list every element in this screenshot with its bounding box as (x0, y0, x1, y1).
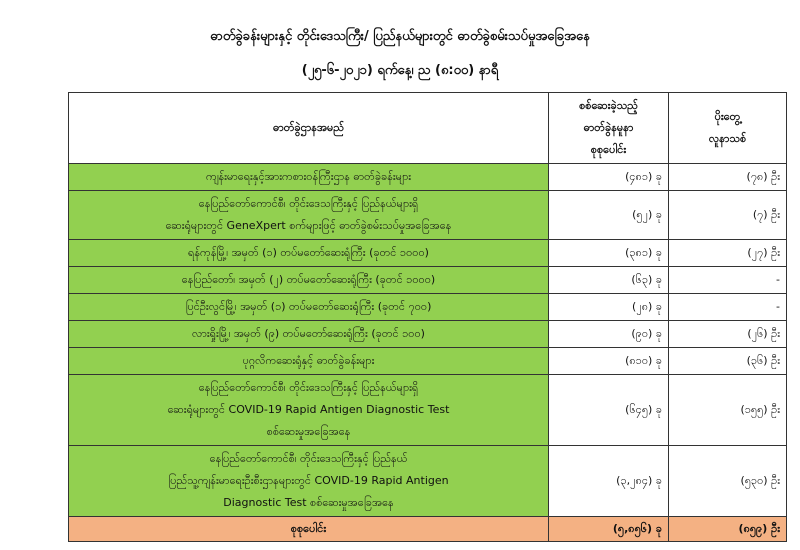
table-row (69, 267, 787, 294)
lab-name-line: နေပြည်တော်၊ အမှတ် (၂) တပ်မတော်ဆေးရုံကြီး (ခုတင် ၁၀၀၀) (181, 273, 436, 286)
header-tests-line: ဓာတ်ခွဲနမူနာ (583, 121, 634, 134)
tests-cell: (၄၈၁) ခု (549, 164, 669, 191)
positive-cell: - (669, 267, 787, 294)
header-positive-line: လူနာသစ် (708, 132, 747, 145)
lab-name-cell (69, 446, 549, 517)
header-tests (549, 93, 669, 164)
lab-name-line: ဆေးရုံများတွင် GeneXpert စက်များဖြင့် ဓာတ်ခွဲစမ်းသပ်မှုအခြေအနေ (165, 219, 452, 232)
lab-name-cell (69, 348, 549, 375)
lab-name-line: နေပြည်တော်ကောင်စီ၊ တိုင်းဒေသကြီးနှင့် ပြည်နယ် (209, 452, 408, 465)
header-tests-line: စုစုပေါင်း (590, 143, 627, 156)
lab-name-line: Diagnostic Test စစ်ဆေးမှုအခြေအနေ (223, 496, 394, 509)
total-tests: (၅,၈၅၆) ခု (549, 517, 669, 542)
tests-cell: (၆၄၅) ခု (549, 375, 669, 446)
lab-name-line: ပြင်ဦးလွင်မြို့၊ အမှတ် (၁) တပ်မတော်ဆေးရုံကြီး (ခုတင် ၇၀၀) (185, 300, 432, 313)
table-row (69, 294, 787, 321)
positive-cell: (၇) ဦး (669, 191, 787, 240)
positive-cell: (၂၆) ဦး (669, 321, 787, 348)
table-header-row (69, 93, 787, 164)
lab-name-cell (69, 321, 549, 348)
header-lab-name: ဓာတ်ခွဲဌာနအမည် (69, 93, 549, 164)
positive-cell: - (669, 294, 787, 321)
lab-name-cell (69, 375, 549, 446)
table-row (69, 321, 787, 348)
header-positive-line: ပိုးတွေ့ (714, 110, 741, 123)
lab-name-line: စစ်ဆေးမှုအခြေအနေ (266, 425, 351, 438)
positive-cell: (၂၇) ဦး (669, 240, 787, 267)
table-row (69, 446, 787, 517)
lab-name-cell (69, 240, 549, 267)
table-row (69, 191, 787, 240)
lab-name-line: ဆေးရုံများတွင် COVID-19 Rapid Antigen Diagnostic Test (167, 403, 450, 416)
header-positive (669, 93, 787, 164)
table-row (69, 240, 787, 267)
lab-name-cell (69, 191, 549, 240)
total-positive: (၈၅၉) ဦး (669, 517, 787, 542)
positive-cell: (၁၅၅) ဦး (669, 375, 787, 446)
lab-name-cell (69, 164, 549, 191)
lab-test-table (68, 92, 787, 542)
header-tests-line: စစ်ဆေးခဲ့သည့် (579, 99, 638, 112)
lab-name-line: နေပြည်တော်ကောင်စီ၊ တိုင်းဒေသကြီးနှင့် ပြည်နယ်များရှိ (198, 381, 419, 394)
tests-cell: (၅၂) ခု (549, 191, 669, 240)
report-date: (၂၅-၆-၂၀၂၁) ရက်နေ့၊ ည (၈:၀၀) နာရီ (301, 63, 499, 78)
lab-name-line: ရန်ကုန်မြို့၊ အမှတ် (၁) တပ်မတော်ဆေးရုံကြီး (ခုတင် ၁၀၀၀) (188, 246, 429, 259)
lab-name-line: လားရှိုးမြို့၊ အမှတ် (၉) တပ်မတော်ဆေးရုံကြီး (ခုတင် ၁၀၀) (192, 327, 425, 340)
total-row (69, 517, 787, 542)
lab-name-line: ပြည်သူ့ကျန်းမာရေးဦးစီးဌာနများတွင် COVID-19 Rapid Antigen (168, 474, 449, 487)
table-row (69, 348, 787, 375)
table-row (69, 164, 787, 191)
lab-name-line: နေပြည်တော်ကောင်စီ၊ တိုင်းဒေသကြီးနှင့် ပြည်နယ်များရှိ (198, 197, 419, 210)
tests-cell: (၆၃) ခု (549, 267, 669, 294)
lab-name-line: ပုဂ္ဂလိကဆေးရုံနှင့် ဓာတ်ခွဲခန်းများ (242, 354, 375, 367)
total-label: စုစုပေါင်း (69, 517, 549, 542)
tests-cell: (၃၈၁) ခု (549, 240, 669, 267)
lab-name-cell (69, 294, 549, 321)
lab-name-cell (69, 267, 549, 294)
tests-cell: (၈၁၀) ခု (549, 348, 669, 375)
positive-cell: (၃၆) ဦး (669, 348, 787, 375)
positive-cell: (၅၃၀) ဦး (669, 446, 787, 517)
report-title: ဓာတ်ခွဲခန်းများနှင့် တိုင်းဒေသကြီး/ ပြည်နယ်များတွင် ဓာတ်ခွဲစမ်းသပ်မှုအခြေအနေ (210, 29, 590, 44)
positive-cell: (၇၈) ဦး (669, 164, 787, 191)
tests-cell: (၃,၂၈၄) ခု (549, 446, 669, 517)
tests-cell: (၂၈) ခု (549, 294, 669, 321)
table-row (69, 375, 787, 446)
tests-cell: (၉၀) ခု (549, 321, 669, 348)
lab-name-line: ကျန်းမာရေးနှင့်အားကစားဝန်ကြီးဌာန ဓာတ်ခွဲခန်းများ (205, 170, 412, 183)
